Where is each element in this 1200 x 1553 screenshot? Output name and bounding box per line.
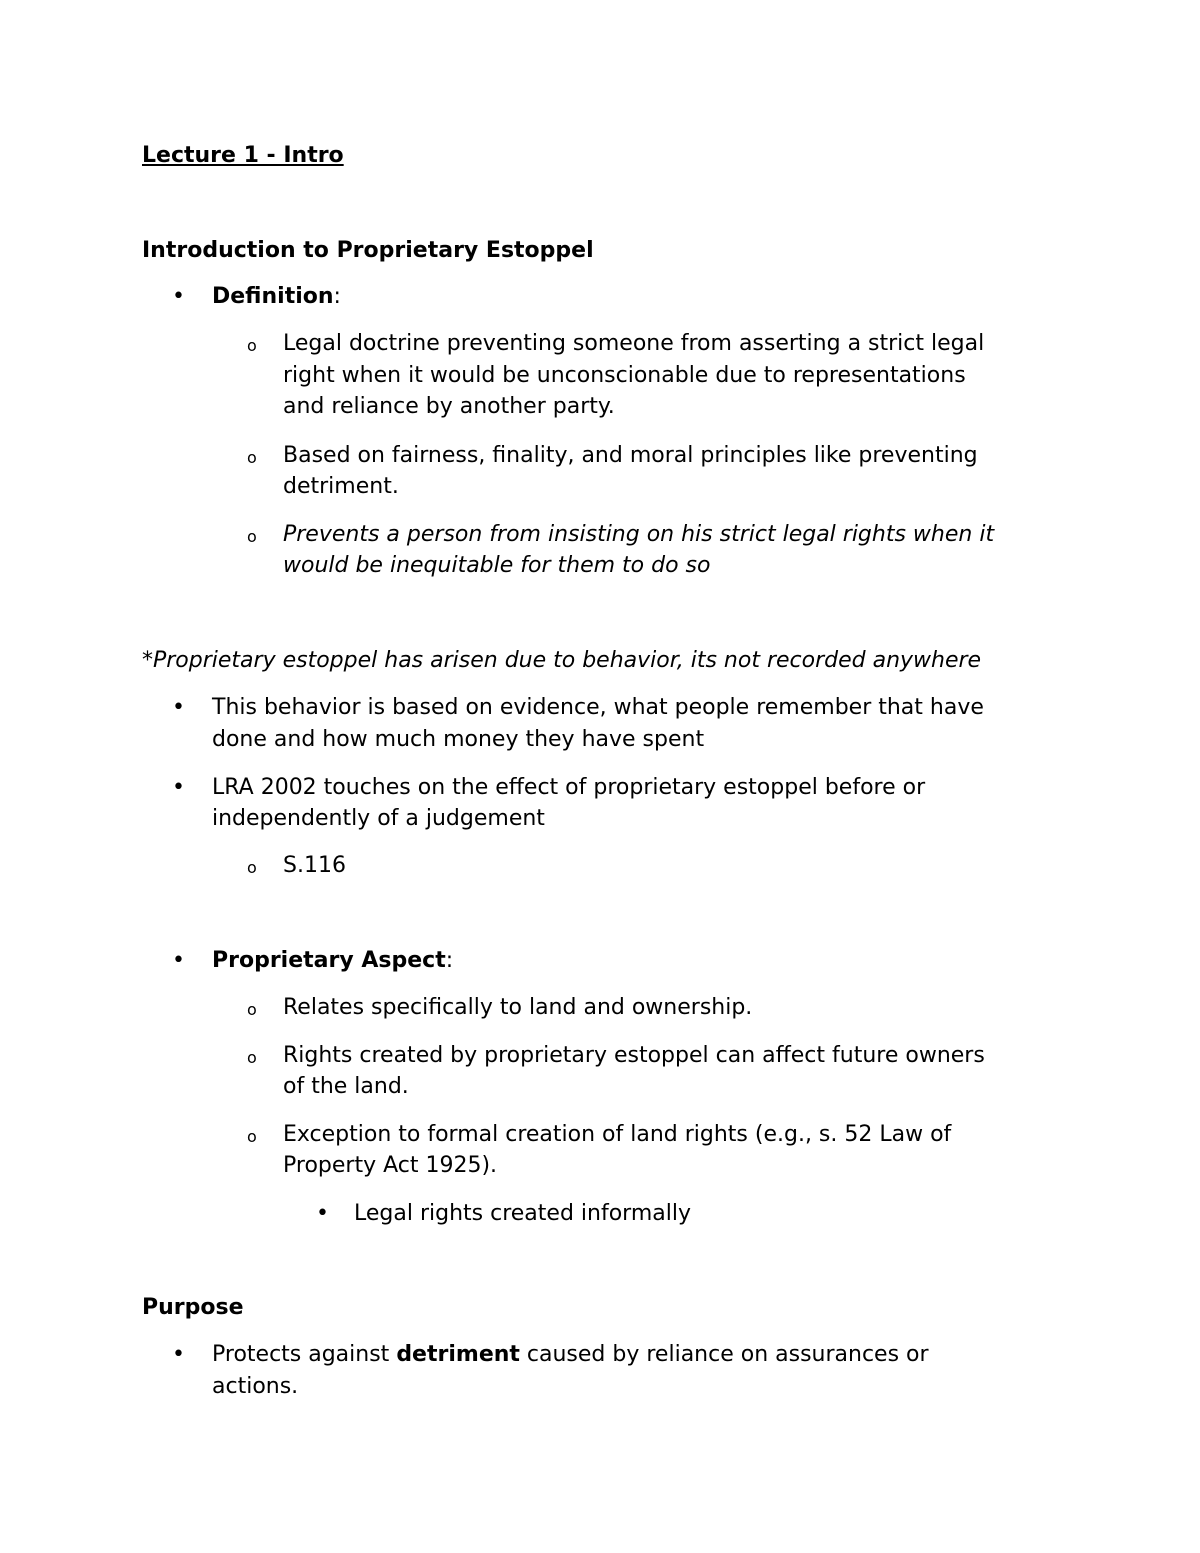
bullet-icon: •	[316, 1201, 329, 1226]
purpose-bullet-line-1: Protects against detriment caused by reliance on assurances or	[212, 1342, 929, 1367]
definition-item-1-line-2: right when it would be unconscionable due to representations	[283, 363, 966, 388]
bullet-icon: •	[172, 1342, 185, 1367]
definition-item-3-line-1: Prevents a person from insisting on his strict legal rights when it	[283, 522, 995, 547]
sub-bullet-icon: o	[247, 1000, 257, 1019]
note-text: *Proprietary estoppel has arisen due to behavior, its not recorded anywhere	[142, 648, 982, 673]
note-sub-item: S.116	[283, 853, 346, 878]
proprietary-item-3-line-1: Exception to formal creation of land rights (e.g., s. 52 Law of	[283, 1122, 952, 1147]
bullet-icon: •	[172, 948, 185, 973]
definition-item-3-line-2: would be inequitable for them to do so	[283, 553, 711, 578]
definition-item-1-line-3: and reliance by another party.	[283, 394, 615, 419]
section-heading-intro: Introduction to Proprietary Estoppel	[142, 238, 594, 263]
definition-item-2-line-1: Based on fairness, finality, and moral principles like preventing	[283, 443, 978, 468]
bullet-icon: •	[172, 775, 185, 800]
sub-bullet-icon: o	[247, 336, 257, 355]
bullet-icon: •	[172, 284, 185, 309]
sub-bullet-icon: o	[247, 1048, 257, 1067]
proprietary-item-3-line-2: Property Act 1925).	[283, 1153, 498, 1178]
proprietary-item-2-line-2: of the land.	[283, 1074, 409, 1099]
bullet-icon: •	[172, 695, 185, 720]
sub-bullet-icon: o	[247, 527, 257, 546]
proprietary-sub-sub-item: Legal rights created informally	[354, 1201, 691, 1226]
proprietary-label: Proprietary Aspect:	[212, 948, 454, 973]
definition-item-2-line-2: detriment.	[283, 474, 399, 499]
proprietary-item-1-line-1: Relates specifically to land and ownership.	[283, 995, 753, 1020]
note-bullet-1-line-2: done and how much money they have spent	[212, 727, 705, 752]
sub-bullet-icon: o	[247, 448, 257, 467]
sub-bullet-icon: o	[247, 1127, 257, 1146]
definition-item-1-line-1: Legal doctrine preventing someone from asserting a strict legal	[283, 331, 985, 356]
purpose-bullet-line-2: actions.	[212, 1374, 299, 1399]
sub-bullet-icon: o	[247, 858, 257, 877]
note-bullet-2-line-1: LRA 2002 touches on the effect of proprietary estoppel before or	[212, 775, 926, 800]
definition-label: Definition:	[212, 284, 341, 309]
section-heading-purpose: Purpose	[142, 1295, 244, 1320]
note-bullet-1-line-1: This behavior is based on evidence, what people remember that have	[212, 695, 984, 720]
note-bullet-2-line-2: independently of a judgement	[212, 806, 545, 831]
proprietary-item-2-line-1: Rights created by proprietary estoppel can affect future owners	[283, 1043, 985, 1068]
page-title: Lecture 1 - Intro	[142, 143, 344, 168]
